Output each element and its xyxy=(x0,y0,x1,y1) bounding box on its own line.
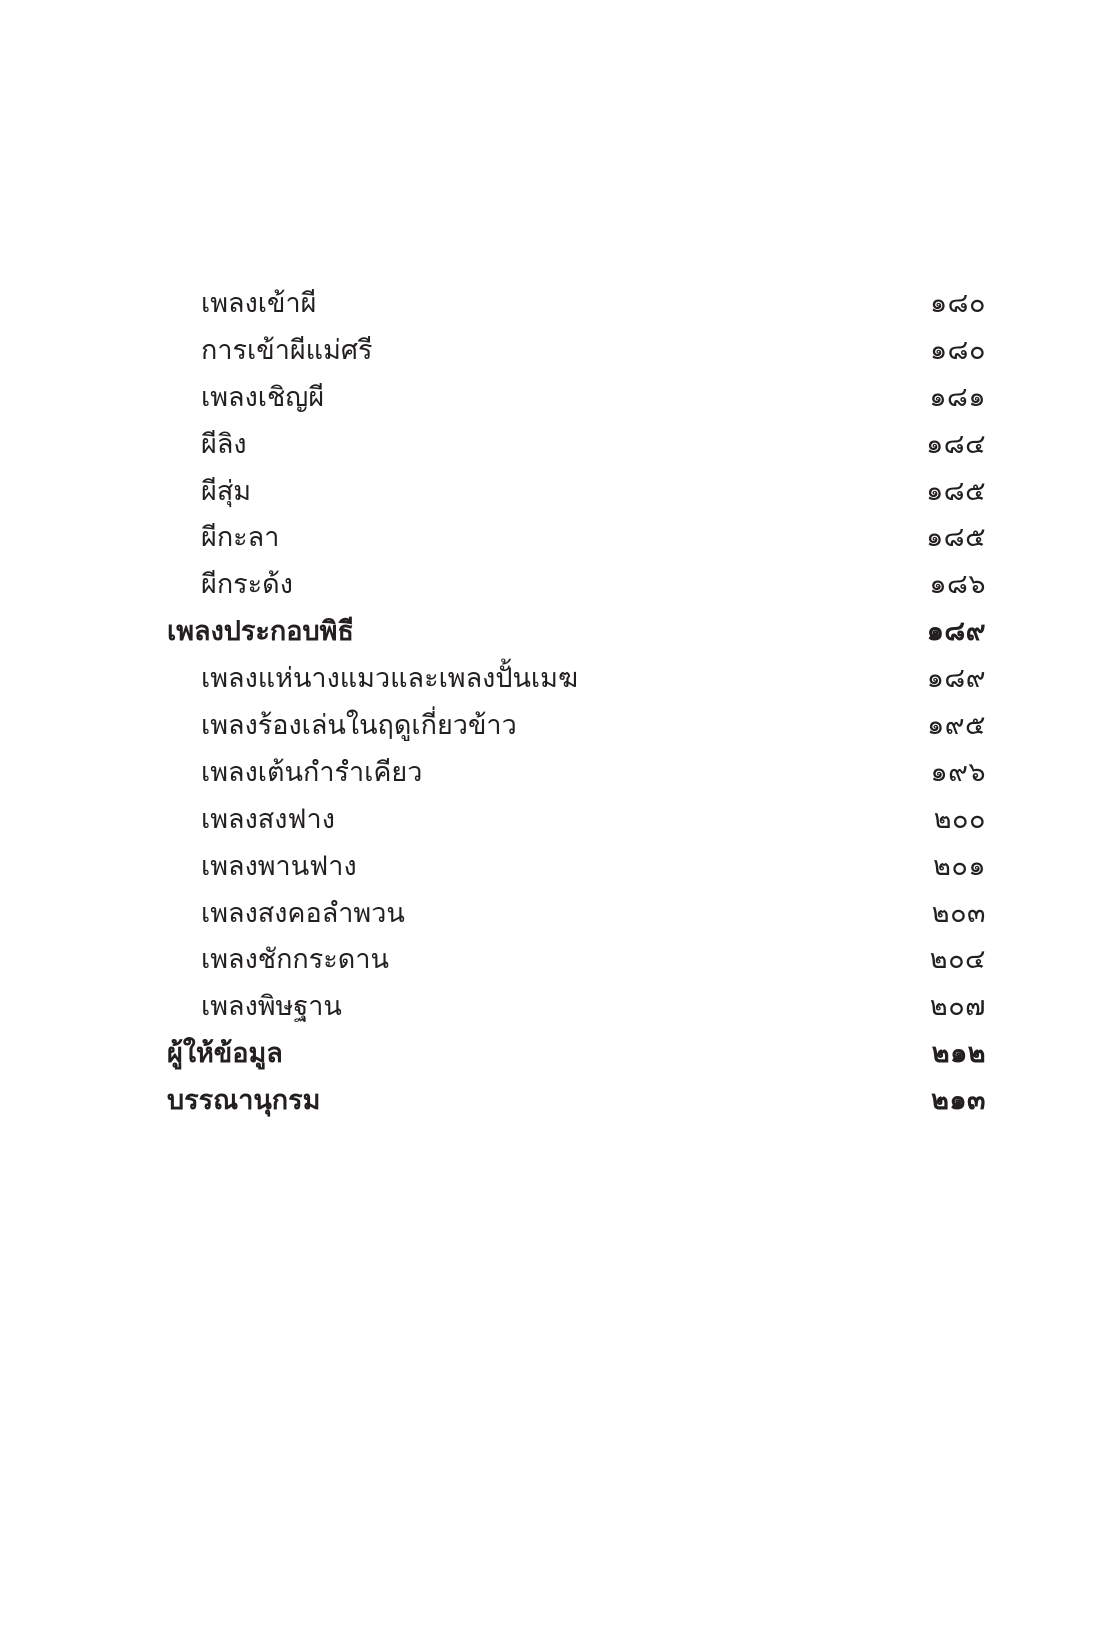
toc-entry-page: ๑๘๕ xyxy=(926,522,986,554)
toc-section-title: บรรณานุกรม xyxy=(167,1085,321,1117)
toc-entry-title: เพลงพิษฐาน xyxy=(201,991,342,1023)
toc-entry xyxy=(167,936,986,983)
toc-entry-page: ๑๙๖ xyxy=(930,756,986,788)
toc-entry-title: เพลงร้องเล่นในฤดูเกี่ยวข้าว xyxy=(201,709,517,741)
toc-entry-title: เพลงเข้าผี xyxy=(201,287,317,319)
toc-entry xyxy=(167,796,986,843)
toc-entry-page: ๒๐๑ xyxy=(933,850,986,882)
toc-section-page: ๑๘๙ xyxy=(926,616,986,648)
toc-entry-page: ๒๐๐ xyxy=(933,803,986,835)
toc-entry-title: เพลงสงคอลำพวน xyxy=(201,897,405,929)
toc-entry-page: ๑๘๔ xyxy=(926,428,986,460)
toc-entry xyxy=(167,561,986,608)
toc-entry-page: ๑๘๖ xyxy=(929,569,986,601)
table-of-contents xyxy=(167,280,986,1124)
toc-entry-title: ผีกะลา xyxy=(201,522,280,554)
toc-section-title: เพลงประกอบพิธี xyxy=(167,616,354,648)
toc-entry-title: เพลงแห่นางแมวและเพลงปั้นเมฆ xyxy=(201,663,578,695)
toc-entry xyxy=(167,468,986,515)
toc-entry-title: ผีลิง xyxy=(201,428,247,460)
toc-entry-page: ๑๘๙ xyxy=(926,663,986,695)
toc-entry-page: ๑๘๐ xyxy=(930,334,986,366)
toc-entry xyxy=(167,983,986,1030)
toc-entry xyxy=(167,655,986,702)
toc-entry-page: ๑๙๕ xyxy=(927,709,986,741)
toc-entry-title: เพลงสงฟาง xyxy=(201,803,335,835)
toc-section-heading xyxy=(167,1077,986,1124)
toc-entry xyxy=(167,327,986,374)
toc-entry-page: ๒๐๗ xyxy=(929,991,986,1023)
toc-entry xyxy=(167,514,986,561)
toc-entry xyxy=(167,749,986,796)
toc-section-page: ๒๑๒ xyxy=(931,1038,986,1070)
toc-entry-page: ๑๘๕ xyxy=(926,475,986,507)
toc-entry xyxy=(167,843,986,890)
toc-section-heading xyxy=(167,608,986,655)
toc-entry xyxy=(167,280,986,327)
toc-section-title: ผู้ให้ข้อมูล xyxy=(167,1038,283,1070)
toc-entry-page: ๑๘๑ xyxy=(929,381,986,413)
toc-entry xyxy=(167,890,986,937)
toc-entry xyxy=(167,421,986,468)
toc-entry xyxy=(167,702,986,749)
toc-entry-title: เพลงชักกระดาน xyxy=(201,944,389,976)
toc-section-heading xyxy=(167,1030,986,1077)
toc-entry-title: ผีกระด้ง xyxy=(201,569,293,601)
toc-entry-title: การเข้าผีแม่ศรี xyxy=(201,334,373,366)
toc-entry-title: เพลงเต้นกำรำเคียว xyxy=(201,756,423,788)
toc-entry-title: เพลงเชิญผี xyxy=(201,381,325,413)
toc-section-page: ๒๑๓ xyxy=(931,1085,986,1117)
toc-entry-page: ๒๐๓ xyxy=(931,897,986,929)
toc-entry xyxy=(167,374,986,421)
toc-entry-title: เพลงพานฟาง xyxy=(201,850,357,882)
toc-entry-title: ผีสุ่ม xyxy=(201,475,252,507)
toc-entry-page: ๑๘๐ xyxy=(930,287,986,319)
toc-entry-page: ๒๐๔ xyxy=(929,944,986,976)
